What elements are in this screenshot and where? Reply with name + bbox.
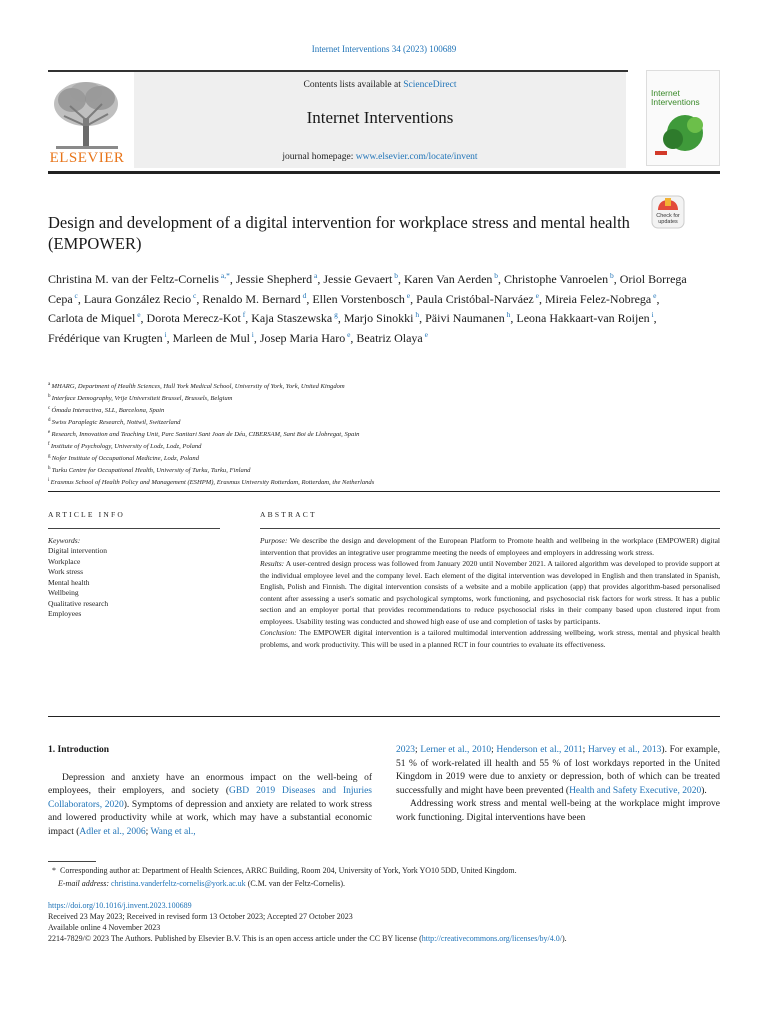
- author-separator: ,: [538, 291, 545, 306]
- publisher-wordmark[interactable]: ELSEVIER: [49, 150, 125, 166]
- author-name[interactable]: Laura González Recio: [83, 291, 192, 306]
- author-name[interactable]: Päivi Naumanen: [425, 311, 505, 325]
- homepage-line: [134, 152, 626, 162]
- author-name[interactable]: Jessie Shepherd: [235, 272, 313, 286]
- author-affiliation-marker[interactable]: g: [332, 310, 338, 319]
- author-name[interactable]: Ellen Vorstenbosch: [312, 291, 405, 306]
- homepage-link[interactable]: www.elsevier.com/locate/invent: [355, 152, 478, 162]
- affiliation-item: [48, 380, 708, 392]
- affiliation-text: Swiss Paraplegic Research, Nottwil, Switzerland: [51, 419, 181, 427]
- affiliation-list: [48, 380, 708, 488]
- author-separator: ,: [253, 330, 260, 345]
- contents-prefix: Contents lists available at: [303, 80, 404, 90]
- keyword-item: Employees: [48, 609, 82, 618]
- affiliation-item: [48, 440, 708, 452]
- author-name[interactable]: Karen Van Aerden: [403, 272, 493, 286]
- author-separator: ,: [656, 291, 660, 306]
- intro-text: ). For example, 51 % of work-related ill health and 55 % of lost workdays reported in the United Kingdom in 2019 were due to anxiety or depression, both of which can be treated successfully and might have been prevented (: [396, 745, 721, 796]
- author-separator: ,: [653, 311, 657, 325]
- journal-reference[interactable]: Internet Interventions 34 (2023) 100689: [311, 44, 457, 54]
- intro-text: Depression and anxiety have an enormous impact on the well-being of employees, their employers, and society (: [48, 772, 372, 796]
- affiliation-text: Institute of Psychology, University of Lodz, Lodz, Poland: [50, 443, 202, 451]
- author-affiliation-marker[interactable]: i: [162, 329, 167, 339]
- citation-link[interactable]: Harvey et al., 2013: [587, 745, 662, 755]
- author-name[interactable]: Leona Hakkaart-van Roijen: [516, 311, 650, 325]
- email-suffix: (C.M. van der Feltz-Cornelis).: [245, 879, 345, 888]
- author-separator: ,: [510, 311, 517, 325]
- intro-text: ).: [701, 785, 707, 796]
- intro-text: ;: [415, 745, 421, 755]
- affiliation-marker: d: [48, 417, 52, 423]
- author-separator: ,: [613, 272, 620, 286]
- author-separator: ,: [245, 311, 252, 325]
- keywords-label: Keywords:: [48, 536, 81, 545]
- journal-name[interactable]: Internet Interventions: [306, 108, 454, 127]
- author-affiliation-marker[interactable]: d: [300, 290, 307, 300]
- homepage-prefix: journal homepage:: [282, 152, 356, 162]
- keyword-item: Work stress: [48, 567, 84, 576]
- intro-paragraph-1: [48, 772, 372, 840]
- doi-link[interactable]: https://doi.org/10.1016/j.invent.2023.100689: [48, 901, 192, 910]
- author-name[interactable]: Christophe Vanroelen: [504, 272, 609, 286]
- affiliation-item: [48, 428, 708, 440]
- author-affiliation-marker[interactable]: e: [135, 310, 141, 319]
- author-affiliation-marker[interactable]: c: [72, 290, 78, 300]
- section-divider-bottom: [48, 716, 720, 717]
- citation-link[interactable]: 2023: [396, 745, 415, 755]
- author-name[interactable]: Josep Maria Haro: [259, 330, 346, 345]
- conclusion-text: The EMPOWER digital intervention is a tailored multimodal intervention addressing wellbeing, work stress, mental and physical health problems, and work productivity. This will be used in a planned RCT in four countries to evaluate its effectiveness.: [260, 628, 720, 649]
- corresponding-author-text: Corresponding author at: Department of Health Sciences, ARRC Building, Room 204, University of York, York YO10 5DD, United Kingdom.: [60, 866, 517, 875]
- badge-text-line1: Check for: [656, 213, 680, 219]
- cover-title: [651, 89, 700, 107]
- license-line: [48, 933, 728, 944]
- badge-text-line2: updates: [658, 219, 678, 225]
- author-name[interactable]: Carlota de Miquel: [48, 311, 136, 325]
- author-affiliation-marker[interactable]: i: [249, 329, 254, 339]
- author-separator: ,: [419, 311, 426, 325]
- affiliation-text: Ómada Interactiva, SLL, Barcelona, Spain: [51, 407, 165, 415]
- abstract-conclusion: [260, 627, 720, 650]
- keyword-item: Workplace: [48, 556, 81, 566]
- masthead-bottom-rule: [48, 171, 720, 174]
- sciencedirect-link[interactable]: ScienceDirect: [403, 80, 457, 90]
- author-separator: ,: [397, 272, 404, 286]
- author-affiliation-marker[interactable]: f: [240, 310, 246, 319]
- affiliation-marker: i: [48, 477, 51, 483]
- affiliation-item: [48, 452, 708, 464]
- affiliation-marker: e: [48, 429, 52, 435]
- author-separator: ,: [196, 291, 203, 306]
- author-name[interactable]: Christina M. van der Feltz-Cornelis: [48, 272, 219, 286]
- affiliation-text: Erasmus School of Health Policy and Management (ESHPM), Erasmus University Rotterdam, Rotterdam, the Netherlands: [50, 479, 375, 487]
- body-column-left: [48, 744, 372, 839]
- author-name[interactable]: Marjo Sinokki: [343, 311, 414, 325]
- license-prefix: 2214-7829/© 2023 The Authors. Published by Elsevier B.V. This is an open access article under the CC BY license (: [48, 934, 422, 943]
- citation-link[interactable]: Lerner et al., 2010: [420, 745, 492, 755]
- article-metadata: [48, 900, 728, 944]
- asterisk-marker: *: [52, 866, 56, 875]
- author-affiliation-marker[interactable]: a: [312, 271, 318, 280]
- results-text: A user-centred design process was followed from January 2020 until November 2021. A tailored algorithm was developed to provide support at the individual employee level and the company level. Each element of the digital intervention was developed in English and then translated in Spanish, English, Polish and Finnish. The digital intervention consists of a website and a mobile application (app) that provides algorithm-based personalised content after assessing a user's somatic and psychological symptoms, work functioning, and psychosocial risk factors for work stress. It has a public section and an employer portal that provides recommendations to reduce psychosocial risks in their company based upon clustered input from employees. Usability testing was conducted and showed high ease of use and completion of tasks by participants.: [260, 559, 720, 626]
- abstract-purpose: [260, 535, 720, 558]
- author-affiliation-marker[interactable]: e: [345, 329, 351, 339]
- journal-cover-thumbnail[interactable]: [646, 70, 720, 166]
- email-link[interactable]: christina.vanderfeltz-cornelis@york.ac.uk: [111, 879, 246, 888]
- author-separator: ,: [166, 330, 173, 345]
- author-separator: ,: [140, 311, 147, 325]
- keyword-item: Wellbeing: [48, 588, 79, 597]
- author-affiliation-marker[interactable]: e: [651, 290, 657, 300]
- available-online-date: Available online 4 November 2023: [48, 923, 161, 932]
- article-info-heading: ARTICLE INFO: [48, 510, 125, 519]
- affiliation-marker: b: [48, 393, 52, 399]
- author-separator: ,: [77, 291, 84, 306]
- affiliation-marker: a: [48, 382, 52, 387]
- intro-paragraph-2: Addressing work stress and mental well-being at the workplace might improve work functioning. Digital interventions have been: [396, 799, 720, 823]
- abstract-body: [260, 535, 720, 650]
- author-separator: ,: [229, 272, 236, 286]
- purpose-text: We describe the design and development of the European Platform to Promote health and wellbeing in the workplace (EMPOWER) digital intervention that provides an integrative user programme meeting the needs of employees and employers in addressing work stress.: [260, 536, 720, 557]
- abstract-results: [260, 558, 720, 627]
- keyword-item: Mental health: [48, 577, 90, 587]
- footnotes: [48, 864, 728, 890]
- author-name[interactable]: Frédérique van Krugten: [48, 330, 163, 345]
- affiliation-marker: f: [48, 441, 51, 447]
- cover-title-line2: Interventions: [651, 97, 700, 107]
- affiliation-marker: g: [48, 453, 52, 459]
- author-separator: ,: [410, 291, 417, 306]
- affiliation-text: Research, Innovation and Teaching Unit, Parc Sanitari Sant Joan de Déu, CIBERSAM, Sant Boi de Llobregat, Spain: [51, 431, 360, 439]
- conclusion-label: Conclusion:: [260, 628, 297, 637]
- author-list: [48, 268, 688, 346]
- citation-link[interactable]: GBD 2019 Diseases and Injuries Collaborators, 2020: [48, 786, 372, 810]
- footnote-rule: [48, 861, 96, 862]
- affiliation-item: [48, 404, 708, 416]
- citation-link[interactable]: Wang et al.,: [150, 826, 196, 837]
- author-affiliation-marker[interactable]: i: [649, 310, 654, 319]
- author-affiliation-marker[interactable]: e: [533, 290, 539, 300]
- intro-text: ;: [145, 826, 151, 837]
- author-affiliation-marker[interactable]: e: [422, 329, 428, 339]
- license-link[interactable]: http://creativecommons.org/licenses/by/4.0/: [421, 934, 563, 943]
- journal-masthead: [48, 70, 720, 174]
- citation-link[interactable]: Health and Safety Executive, 2020: [569, 785, 702, 796]
- purpose-label: Purpose:: [260, 536, 288, 545]
- affiliation-text: Nofer Institute of Occupational Medicine, Lodz, Poland: [51, 455, 199, 463]
- keywords-list: [48, 546, 218, 620]
- article-title: Design and development of a digital intervention for workplace stress and mental health (EMPOWER): [48, 213, 630, 253]
- introduction-heading: 1. Introduction: [48, 745, 110, 755]
- affiliation-item: [48, 464, 708, 476]
- license-suffix: ).: [562, 934, 567, 943]
- author-name[interactable]: Paula Cristóbal-Narváez: [416, 291, 534, 306]
- affiliation-item: [48, 476, 708, 488]
- author-affiliation-marker[interactable]: h: [413, 310, 420, 319]
- affiliation-item: [48, 416, 708, 428]
- author-separator: ,: [337, 311, 344, 325]
- author-affiliation-marker[interactable]: h: [504, 310, 511, 319]
- affiliation-marker: h: [48, 465, 52, 471]
- author-name[interactable]: Renaldo M. Bernard: [202, 291, 301, 306]
- author-affiliation-marker[interactable]: b: [392, 271, 398, 280]
- author-affiliation-marker[interactable]: a,*: [218, 271, 230, 280]
- abstract-rule: [260, 528, 720, 529]
- affiliation-item: [48, 392, 708, 404]
- affiliation-text: Interface Demography, Vrije Universiteit Brussel, Brussels, Belgium: [51, 395, 233, 403]
- email-label: E-mail address:: [58, 879, 110, 888]
- author-affiliation-marker[interactable]: b: [492, 271, 499, 280]
- intro-text: ;: [491, 745, 497, 755]
- section-divider-top: [48, 491, 720, 492]
- affiliation-text: Turku Centre for Occupational Health, University of Turku, Turku, Finland: [51, 467, 251, 475]
- check-for-updates-label[interactable]: [646, 213, 690, 225]
- keyword-item: Digital intervention: [48, 546, 107, 555]
- received-dates: Received 23 May 2023; Received in revised form 13 October 2023; Accepted 27 October 2023: [48, 912, 353, 921]
- contents-line: [134, 80, 626, 90]
- cover-title-line1: Internet: [651, 88, 680, 98]
- author-separator: ,: [317, 272, 324, 286]
- author-name[interactable]: Beatriz Olaya: [356, 330, 423, 345]
- abstract-heading: ABSTRACT: [260, 510, 317, 519]
- author-affiliation-marker[interactable]: c: [191, 290, 197, 300]
- results-label: Results:: [260, 559, 285, 568]
- author-separator: ,: [350, 330, 357, 345]
- masthead-center-panel: [134, 72, 626, 168]
- article-info-rule: [48, 528, 220, 529]
- intro-paragraph-1-continued: [396, 744, 720, 798]
- author-affiliation-marker[interactable]: b: [608, 271, 614, 280]
- author-name[interactable]: Marleen de Mul: [172, 330, 250, 345]
- author-separator: ,: [306, 291, 313, 306]
- intro-text: ;: [582, 745, 588, 755]
- keyword-item: Qualitative research: [48, 598, 109, 608]
- affiliation-marker: c: [48, 405, 52, 411]
- author-name[interactable]: Mireia Felez-Nobrega: [544, 291, 652, 306]
- author-affiliation-marker[interactable]: e: [404, 290, 411, 300]
- author-name[interactable]: Oriol Borrega Cepa: [48, 272, 687, 306]
- citation-link[interactable]: Henderson et al., 2011: [496, 745, 583, 755]
- author-name[interactable]: Dorota Merecz-Kot: [146, 311, 241, 325]
- email-note: [48, 877, 728, 890]
- citation-link[interactable]: Adler et al., 2006: [79, 826, 146, 837]
- cover-artwork-icon: [655, 111, 713, 157]
- intro-text: ). Symptoms of depression and anxiety are related to work stress and lowered productivity while at work, which may have a substantial economic impact (: [48, 799, 372, 837]
- affiliation-text: MHARG, Department of Health Sciences, Hull York Medical School, University of York, York, United Kingdom: [51, 383, 345, 391]
- author-name[interactable]: Kaja Staszewska: [251, 311, 333, 325]
- author-name[interactable]: Jessie Gevaert: [323, 272, 393, 286]
- body-column-right: [396, 744, 720, 825]
- author-separator: ,: [498, 272, 505, 286]
- corresponding-author-note: [48, 864, 728, 877]
